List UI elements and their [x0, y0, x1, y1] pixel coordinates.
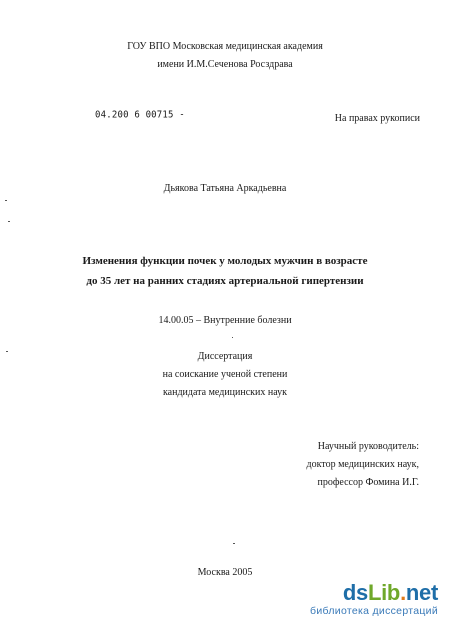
logo-ds: ds	[342, 580, 368, 605]
scan-speck	[8, 221, 10, 222]
supervisor-line-2: доктор медицинских наук,	[306, 459, 419, 470]
author-name: Дьякова Татьяна Аркадьевна	[163, 183, 287, 194]
logo-net: net	[405, 580, 438, 605]
degree-line-2: на соискание ученой степени	[162, 369, 288, 380]
scan-speck	[233, 543, 235, 544]
dslib-logo	[310, 581, 438, 605]
logo-lib: Lib	[367, 580, 401, 605]
supervisor-line-1: Научный руководитель:	[317, 441, 419, 452]
archive-number: 04.200 6 00715 -	[95, 110, 185, 121]
institution-line-1: ГОУ ВПО Московская медицинская академия	[127, 41, 323, 52]
scan-speck	[6, 351, 8, 352]
title-line-1: Изменения функции почек у молодых мужчин в возрасте	[82, 255, 368, 267]
supervisor-line-3: профессор Фомина И.Г.	[317, 477, 419, 488]
title-line-2: до 35 лет на ранних стадиях артериальной гипертензии	[86, 275, 364, 287]
watermark-subtitle: библиотека диссертаций	[310, 605, 438, 617]
scan-speck	[5, 200, 7, 201]
rights-note: На правах рукописи	[334, 113, 420, 124]
degree-line-3: кандидата медицинских наук	[162, 387, 288, 398]
dslib-watermark	[310, 581, 438, 617]
logo-dot: .	[400, 580, 406, 605]
specialty: 14.00.05 – Внутренние болезни	[158, 315, 292, 326]
institution-line-2: имени И.М.Сеченова Росздрава	[157, 59, 293, 70]
degree-line-1: Диссертация	[197, 351, 253, 362]
scan-speck	[232, 337, 233, 338]
city-year: Москва 2005	[197, 567, 253, 578]
